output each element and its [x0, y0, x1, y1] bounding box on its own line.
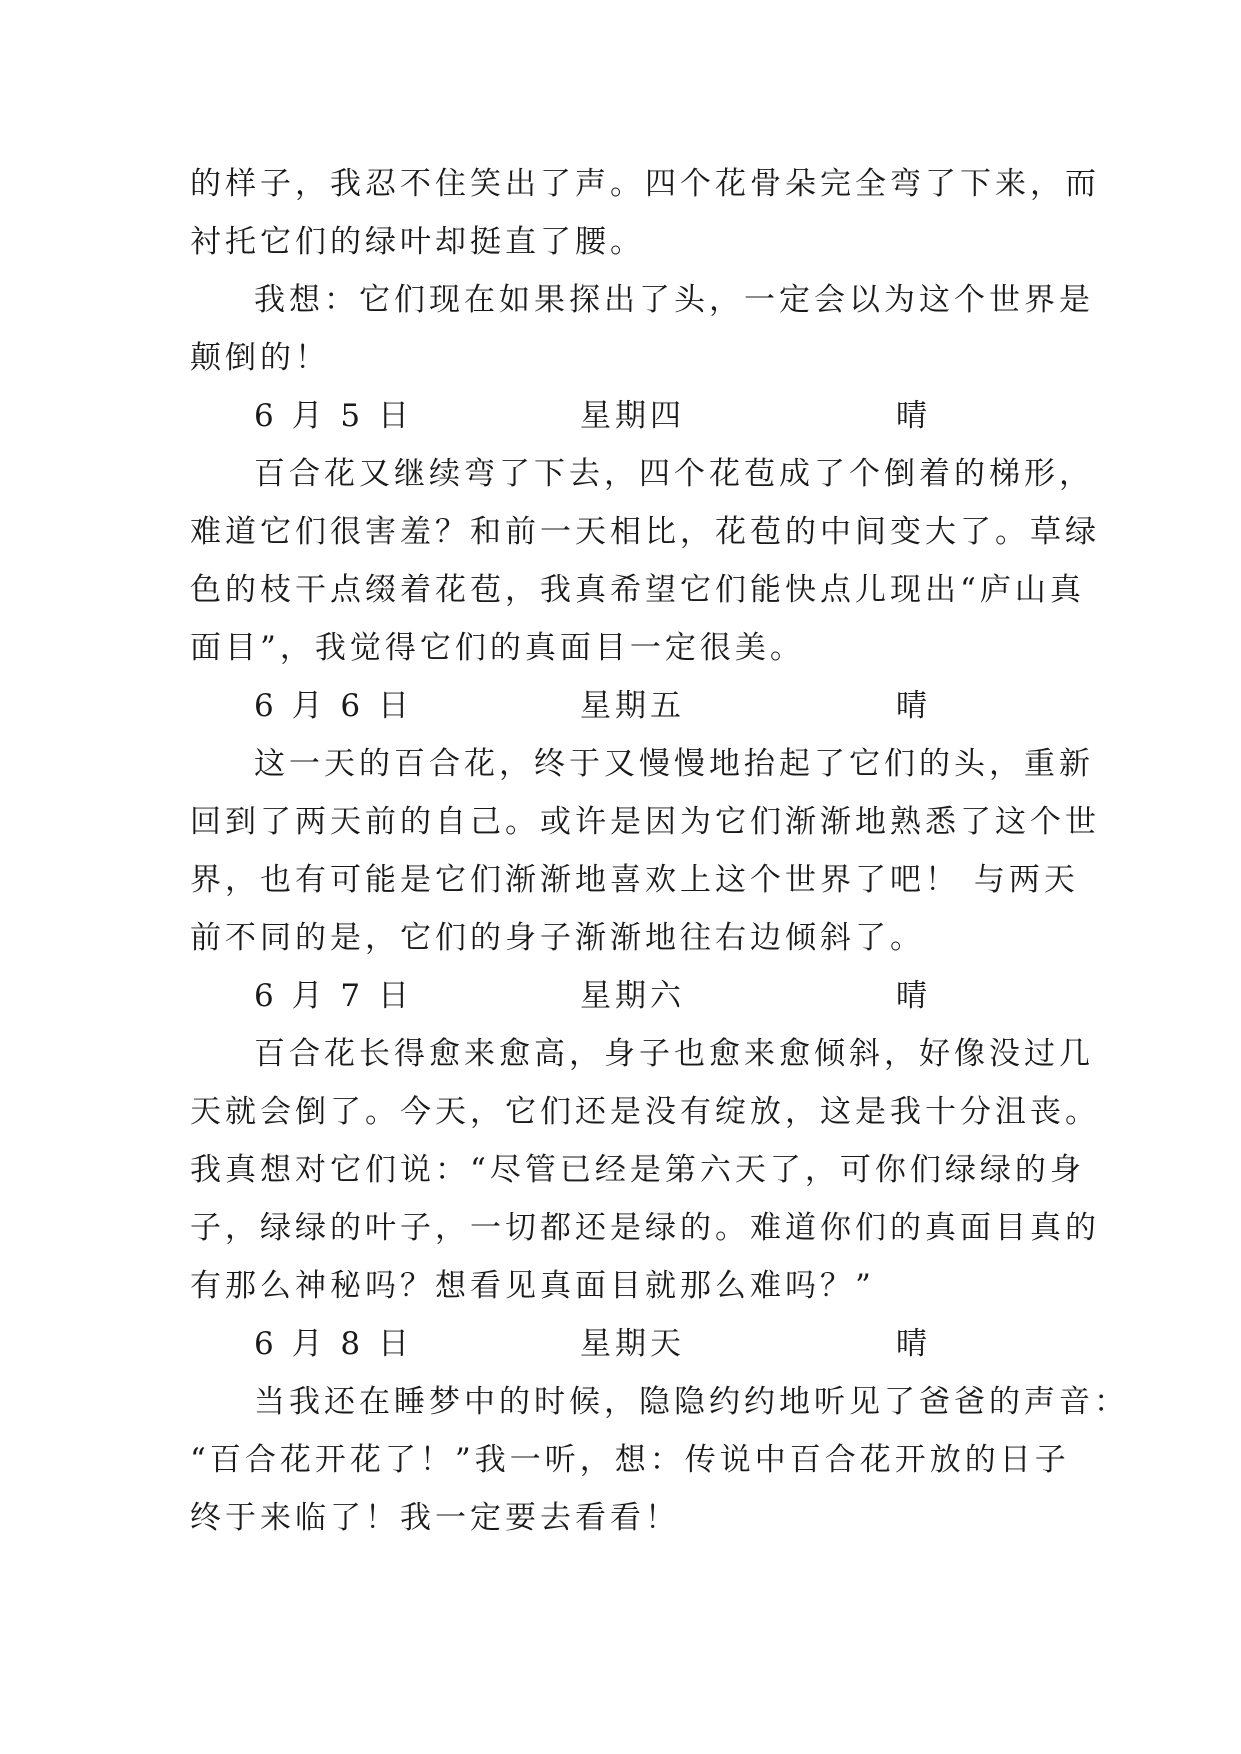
- diary-date: 6 月 7 日: [254, 978, 414, 1014]
- text-line: 色的枝干点缀着花苞，我真希望它们能快点儿现出“庐山真: [190, 572, 1085, 608]
- text-line: 有那么神秘吗？想看见真面目就那么难吗？”: [190, 1268, 875, 1304]
- diary-weekday: 星期四: [580, 398, 685, 434]
- diary-paragraph: [190, 1373, 1129, 1547]
- text-line: 子，绿绿的叶子，一切都还是绿的。难道你们的真面目真的: [190, 1210, 1100, 1246]
- diary-paragraph: [190, 155, 1100, 271]
- diary-date: 6 月 6 日: [254, 688, 414, 724]
- diary-weather: 晴: [896, 688, 931, 724]
- diary-weekday: 星期天: [580, 1326, 685, 1362]
- diary-paragraph: [190, 735, 1100, 967]
- text-line: 我想：它们现在如果探出了头，一定会以为这个世界是: [254, 282, 1094, 318]
- diary-weekday: 星期六: [580, 978, 685, 1014]
- text-line: 这一天的百合花，终于又慢慢地抬起了它们的头，重新: [254, 746, 1094, 782]
- diary-date: 6 月 5 日: [254, 398, 414, 434]
- text-line: 天就会倒了。今天，它们还是没有绽放，这是我十分沮丧。: [190, 1094, 1100, 1130]
- text-line: 回到了两天前的自己。或许是因为它们渐渐地熟悉了这个世: [190, 804, 1100, 840]
- text-line: “百合花开花了！”我一听，想：传说中百合花开放的日子: [190, 1442, 1070, 1478]
- text-line: 终于来临了！我一定要去看看！: [190, 1500, 680, 1536]
- text-line: 当我还在睡梦中的时候，隐隐约约地听见了爸爸的声音：: [254, 1384, 1129, 1420]
- diary-paragraph: [190, 271, 1094, 387]
- text-line: 我真想对它们说：“尽管已经是第六天了，可你们绿绿的身: [190, 1152, 1085, 1188]
- diary-weather: 晴: [896, 398, 931, 434]
- diary-weekday: 星期五: [580, 688, 685, 724]
- text-line: 百合花又继续弯了下去，四个花苞成了个倒着的梯形，: [254, 456, 1094, 492]
- diary-date-heading: [190, 967, 1070, 1025]
- text-line: 百合花长得愈来愈高，身子也愈来愈倾斜，好像没过几: [254, 1036, 1094, 1072]
- text-line: 界，也有可能是它们渐渐地喜欢上这个世界了吧！ 与两天: [190, 862, 1079, 898]
- diary-date: 6 月 8 日: [254, 1326, 414, 1362]
- diary-paragraph: [190, 1025, 1100, 1315]
- text-line: 面目”，我觉得它们的真面目一定很美。: [190, 630, 805, 666]
- text-line: 的样子，我忍不住笑出了声。四个花骨朵完全弯了下来，而: [190, 166, 1100, 202]
- text-line: 难道它们很害羞？和前一天相比，花苞的中间变大了。草绿: [190, 514, 1100, 550]
- diary-date-heading: [190, 387, 1070, 445]
- text-line: 前不同的是，它们的身子渐渐地往右边倾斜了。: [190, 920, 925, 956]
- text-line: 颠倒的！: [190, 340, 330, 376]
- diary-date-heading: [190, 677, 1070, 735]
- document-page: [190, 155, 1129, 1547]
- diary-weather: 晴: [896, 978, 931, 1014]
- diary-date-heading: [190, 1315, 1070, 1373]
- diary-weather: 晴: [896, 1326, 931, 1362]
- diary-paragraph: [190, 445, 1100, 677]
- text-line: 衬托它们的绿叶却挺直了腰。: [190, 224, 645, 260]
